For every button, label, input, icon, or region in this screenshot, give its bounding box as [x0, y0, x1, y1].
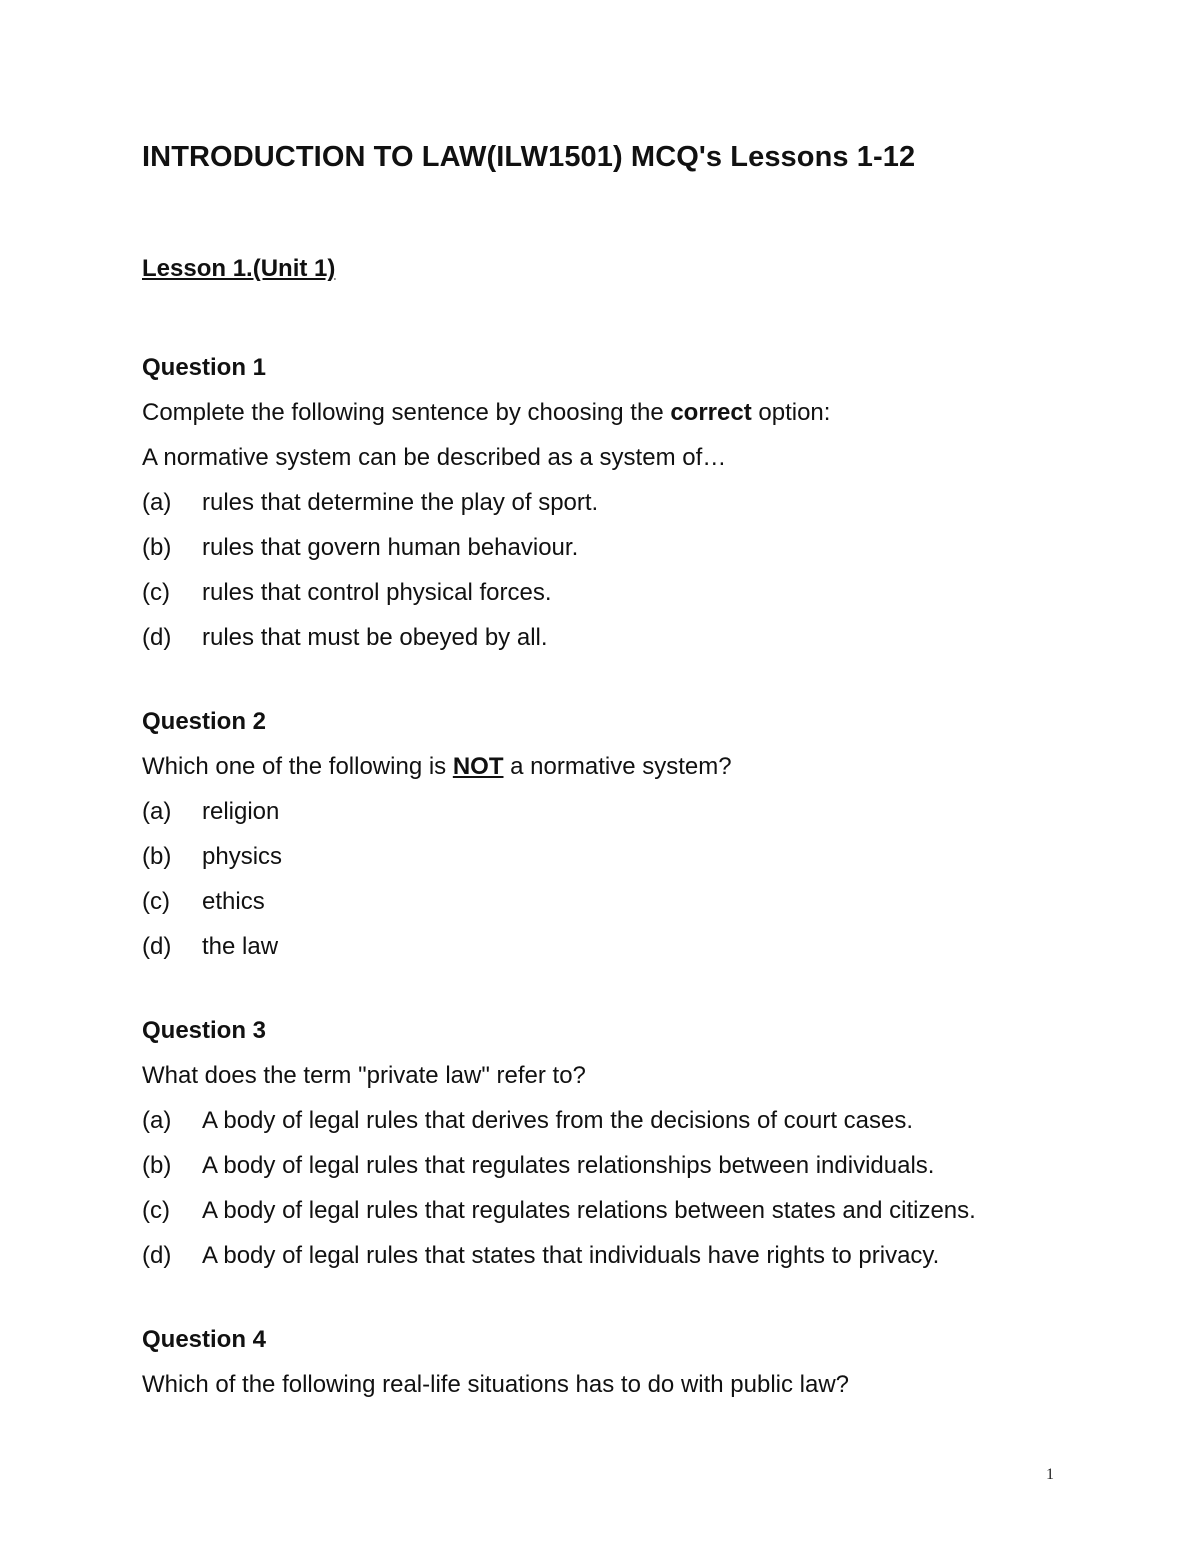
question-4-prompt: Which of the following real-life situations has to do with public law?	[142, 1371, 850, 1398]
question-2-option-c: (c) ethics	[142, 888, 265, 915]
question-1-prompt: Complete the following sentence by choosing the correct option:	[142, 399, 831, 426]
question-2-prompt: Which one of the following is NOT a normative system?	[142, 753, 732, 780]
page-number: 1	[1046, 1466, 1054, 1483]
question-1-heading: Question 1	[142, 354, 267, 381]
question-3-option-c: (c) A body of legal rules that regulates relations between states and citizens.	[142, 1197, 976, 1224]
question-2-option-d: (d) the law	[142, 933, 279, 960]
question-1-option-d: (d) rules that must be obeyed by all.	[142, 624, 548, 651]
question-3-option-a: (a) A body of legal rules that derives from the decisions of court cases.	[142, 1107, 914, 1134]
question-3-option-b: (b) A body of legal rules that regulates relationships between individuals.	[142, 1152, 935, 1179]
question-1-stem: A normative system can be described as a system of…	[142, 444, 727, 471]
question-2-option-a: (a) religion	[142, 798, 280, 825]
question-1-option-a: (a) rules that determine the play of sport.	[142, 489, 599, 516]
question-3-heading: Question 3	[142, 1017, 267, 1044]
document-title: INTRODUCTION TO LAW(ILW1501) MCQ's Lessons 1-12	[142, 141, 916, 173]
question-1-option-c: (c) rules that control physical forces.	[142, 579, 552, 606]
question-1-option-b: (b) rules that govern human behaviour.	[142, 534, 579, 561]
question-2-heading: Question 2	[142, 708, 267, 735]
question-2-option-b: (b) physics	[142, 843, 283, 870]
question-3-option-d: (d) A body of legal rules that states that individuals have rights to privacy.	[142, 1242, 940, 1269]
question-4-heading: Question 4	[142, 1326, 267, 1353]
question-3-prompt: What does the term "private law" refer to?	[142, 1062, 586, 1089]
lesson-heading: Lesson 1.(Unit 1)	[142, 255, 336, 282]
